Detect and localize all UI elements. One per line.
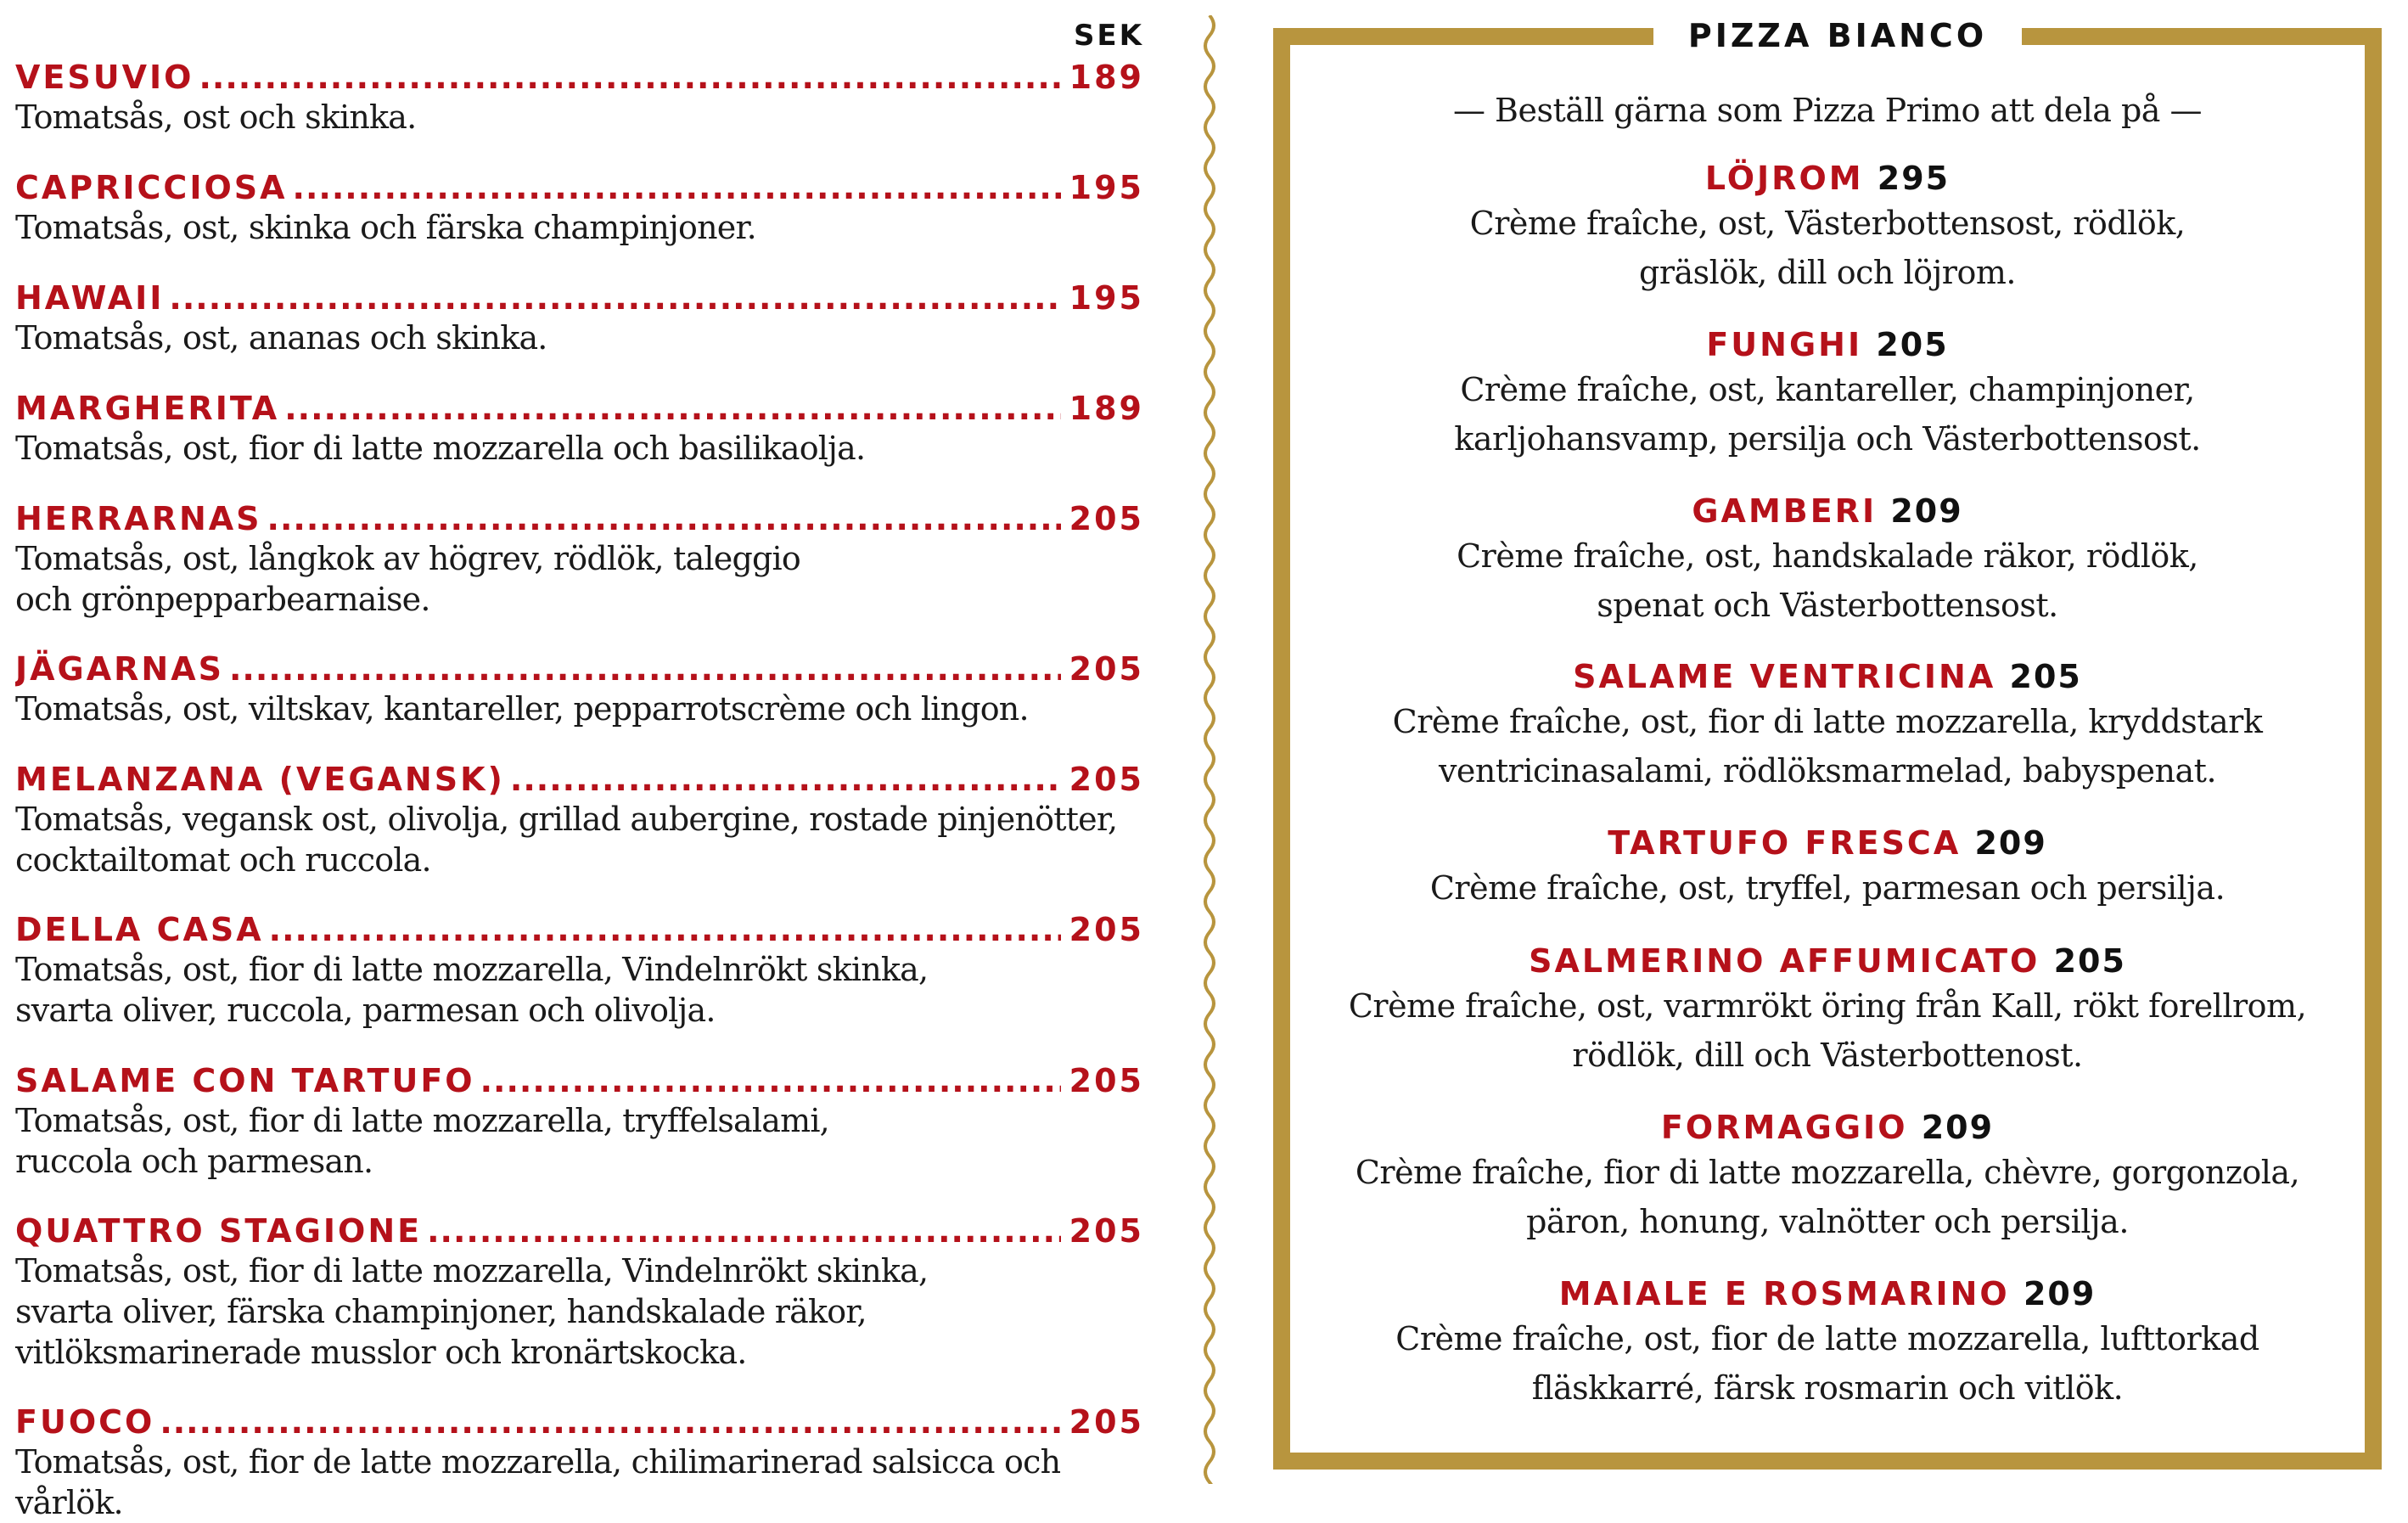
item-name: QUATTRO STAGIONE xyxy=(15,1212,423,1250)
item-price: 205 xyxy=(1876,326,1949,363)
item-description: Crème fraîche, ost, fior de latte mozzarella, lufttorkad fläskkarré, färsk rosmarin och vitlök. xyxy=(1395,1320,2259,1407)
dot-leader xyxy=(160,1402,1060,1442)
item-price: 295 xyxy=(1877,160,1951,197)
item-name: TARTUFO FRESCA xyxy=(1608,824,1962,862)
item-name: MARGHERITA xyxy=(15,390,280,427)
item-price: 195 xyxy=(1069,169,1144,206)
dot-leader xyxy=(510,760,1061,799)
section-title: PIZZA BIANCO xyxy=(1653,0,2022,59)
item-name: JÄGARNAS xyxy=(15,650,224,688)
dot-leader xyxy=(169,278,1060,318)
item-description: Tomatsås, ost, fior de latte mozzarella, chilimarinerad salsicca och vårlök. xyxy=(15,1443,1061,1521)
item-name: MAIALE E ROSMARINO xyxy=(1558,1275,2010,1312)
dot-leader xyxy=(229,649,1061,688)
bianco-item xyxy=(1290,1273,2365,1413)
left-menu-column xyxy=(15,0,1144,1521)
menu-item xyxy=(15,58,1144,138)
item-name: HERRARNAS xyxy=(15,500,262,537)
dot-leader xyxy=(480,1061,1061,1100)
menu-item xyxy=(15,649,1144,729)
dot-leader xyxy=(284,389,1060,428)
dot-leader xyxy=(427,1211,1061,1250)
item-description: Crème fraîche, ost, kantareller, champinjoner, karljohansvamp, persilja och Västerbottensost. xyxy=(1454,371,2201,458)
item-name: SALAME CON TARTUFO xyxy=(15,1062,475,1099)
item-description: Tomatsås, ost, fior di latte mozzarella, tryffelsalami, ruccola och parmesan. xyxy=(15,1102,829,1180)
dot-leader xyxy=(267,499,1061,538)
item-price: 209 xyxy=(1921,1109,1995,1146)
dot-leader xyxy=(269,910,1061,949)
item-price: 205 xyxy=(2053,942,2126,980)
menu-item xyxy=(15,1061,1144,1182)
item-description: Tomatsås, ost, fior di latte mozzarella och basilikaolja. xyxy=(15,430,866,467)
item-price: 189 xyxy=(1069,59,1144,96)
menu-item xyxy=(15,278,1144,358)
item-price: 209 xyxy=(1890,492,1963,530)
item-price: 205 xyxy=(2009,658,2082,695)
item-price: 205 xyxy=(1069,650,1144,688)
bianco-item xyxy=(1290,823,2365,913)
item-name: FORMAGGIO xyxy=(1660,1109,1908,1146)
currency-label: SEK xyxy=(1073,19,1144,53)
item-name: SALMERINO AFFUMICATO xyxy=(1529,942,2040,980)
item-price: 205 xyxy=(1069,911,1144,948)
item-name: SALAME VENTRICINA xyxy=(1573,658,1996,695)
menu-item xyxy=(15,1211,1144,1373)
menu-item xyxy=(15,910,1144,1031)
item-description: Tomatsås, vegansk ost, olivolja, grillad aubergine, rostade pinjenötter, cocktailtomat och ruccola. xyxy=(15,801,1118,879)
bianco-item xyxy=(1290,158,2365,297)
item-description: Tomatsås, ost, ananas och skinka. xyxy=(15,319,547,357)
item-price: 205 xyxy=(1069,500,1144,537)
item-description: Crème fraîche, ost, fior di latte mozzarella, kryddstark ventricinasalami, rödlöksmarmelad, babyspenat. xyxy=(1392,703,2263,790)
item-name: MELANZANA (VEGANSK) xyxy=(15,761,505,798)
item-name: LÖJROM xyxy=(1704,160,1864,197)
item-description: Tomatsås, ost, skinka och färska champinjoner. xyxy=(15,209,756,246)
item-name: DELLA CASA xyxy=(15,911,264,948)
item-price: 205 xyxy=(1069,761,1144,798)
item-description: Crème fraîche, ost, tryffel, parmesan och persilja. xyxy=(1429,869,2226,907)
item-name: FUNGHI xyxy=(1706,326,1863,363)
dot-leader xyxy=(293,168,1061,207)
bianco-item xyxy=(1290,656,2365,795)
item-name: FUOCO xyxy=(15,1403,155,1441)
item-price: 195 xyxy=(1069,279,1144,317)
menu-item xyxy=(15,1402,1144,1523)
item-description: Crème fraîche, ost, varmrökt öring från Kall, rökt forellrom, rödlök, dill och Västerbottenost. xyxy=(1348,987,2307,1074)
bianco-item xyxy=(1290,491,2365,630)
bianco-item xyxy=(1290,941,2365,1080)
item-description: Tomatsås, ost och skinka. xyxy=(15,98,417,136)
dot-leader xyxy=(199,58,1060,97)
item-price: 205 xyxy=(1069,1403,1144,1441)
item-description: Crème fraîche, fior di latte mozzarella, chèvre, gorgonzola, päron, honung, valnötter och persilja. xyxy=(1355,1154,2300,1240)
menu-item xyxy=(15,760,1144,880)
item-name: GAMBERI xyxy=(1692,492,1878,530)
section-subtitle: — Beställ gärna som Pizza Primo att dela på — xyxy=(1452,92,2203,129)
item-description: Tomatsås, ost, fior di latte mozzarella, Vindelnrökt skinka, svarta oliver, ruccola, parmesan och olivolja. xyxy=(15,951,929,1029)
item-price: 209 xyxy=(1974,824,2047,862)
menu-item xyxy=(15,168,1144,248)
wavy-divider xyxy=(1188,15,1231,1484)
item-name: CAPRICCIOSA xyxy=(15,169,288,206)
item-name: HAWAII xyxy=(15,279,165,317)
item-description: Crème fraîche, ost, handskalade räkor, rödlök, spenat och Västerbottensost. xyxy=(1457,537,2198,624)
item-price: 209 xyxy=(2023,1275,2096,1312)
item-price: 205 xyxy=(1069,1212,1144,1250)
item-description: Tomatsås, ost, fior di latte mozzarella, Vindelnrökt skinka, svarta oliver, färska champinjoner, handskalade räkor, vitlöksmarinerade musslor och kronärtskocka. xyxy=(15,1252,929,1371)
menu-item xyxy=(15,499,1144,620)
item-price: 205 xyxy=(1069,1062,1144,1099)
bianco-item xyxy=(1290,1107,2365,1246)
item-price: 189 xyxy=(1069,390,1144,427)
item-description: Tomatsås, ost, viltskav, kantareller, pepparrotscrème och lingon. xyxy=(15,690,1029,728)
item-name: VESUVIO xyxy=(15,59,194,96)
item-description: Crème fraîche, ost, Västerbottensost, rödlök, gräslök, dill och löjrom. xyxy=(1469,205,2186,291)
bianco-item xyxy=(1290,324,2365,464)
item-description: Tomatsås, ost, långkok av högrev, rödlök, taleggio och grönpepparbearnaise. xyxy=(15,540,800,618)
menu-item xyxy=(15,389,1144,469)
